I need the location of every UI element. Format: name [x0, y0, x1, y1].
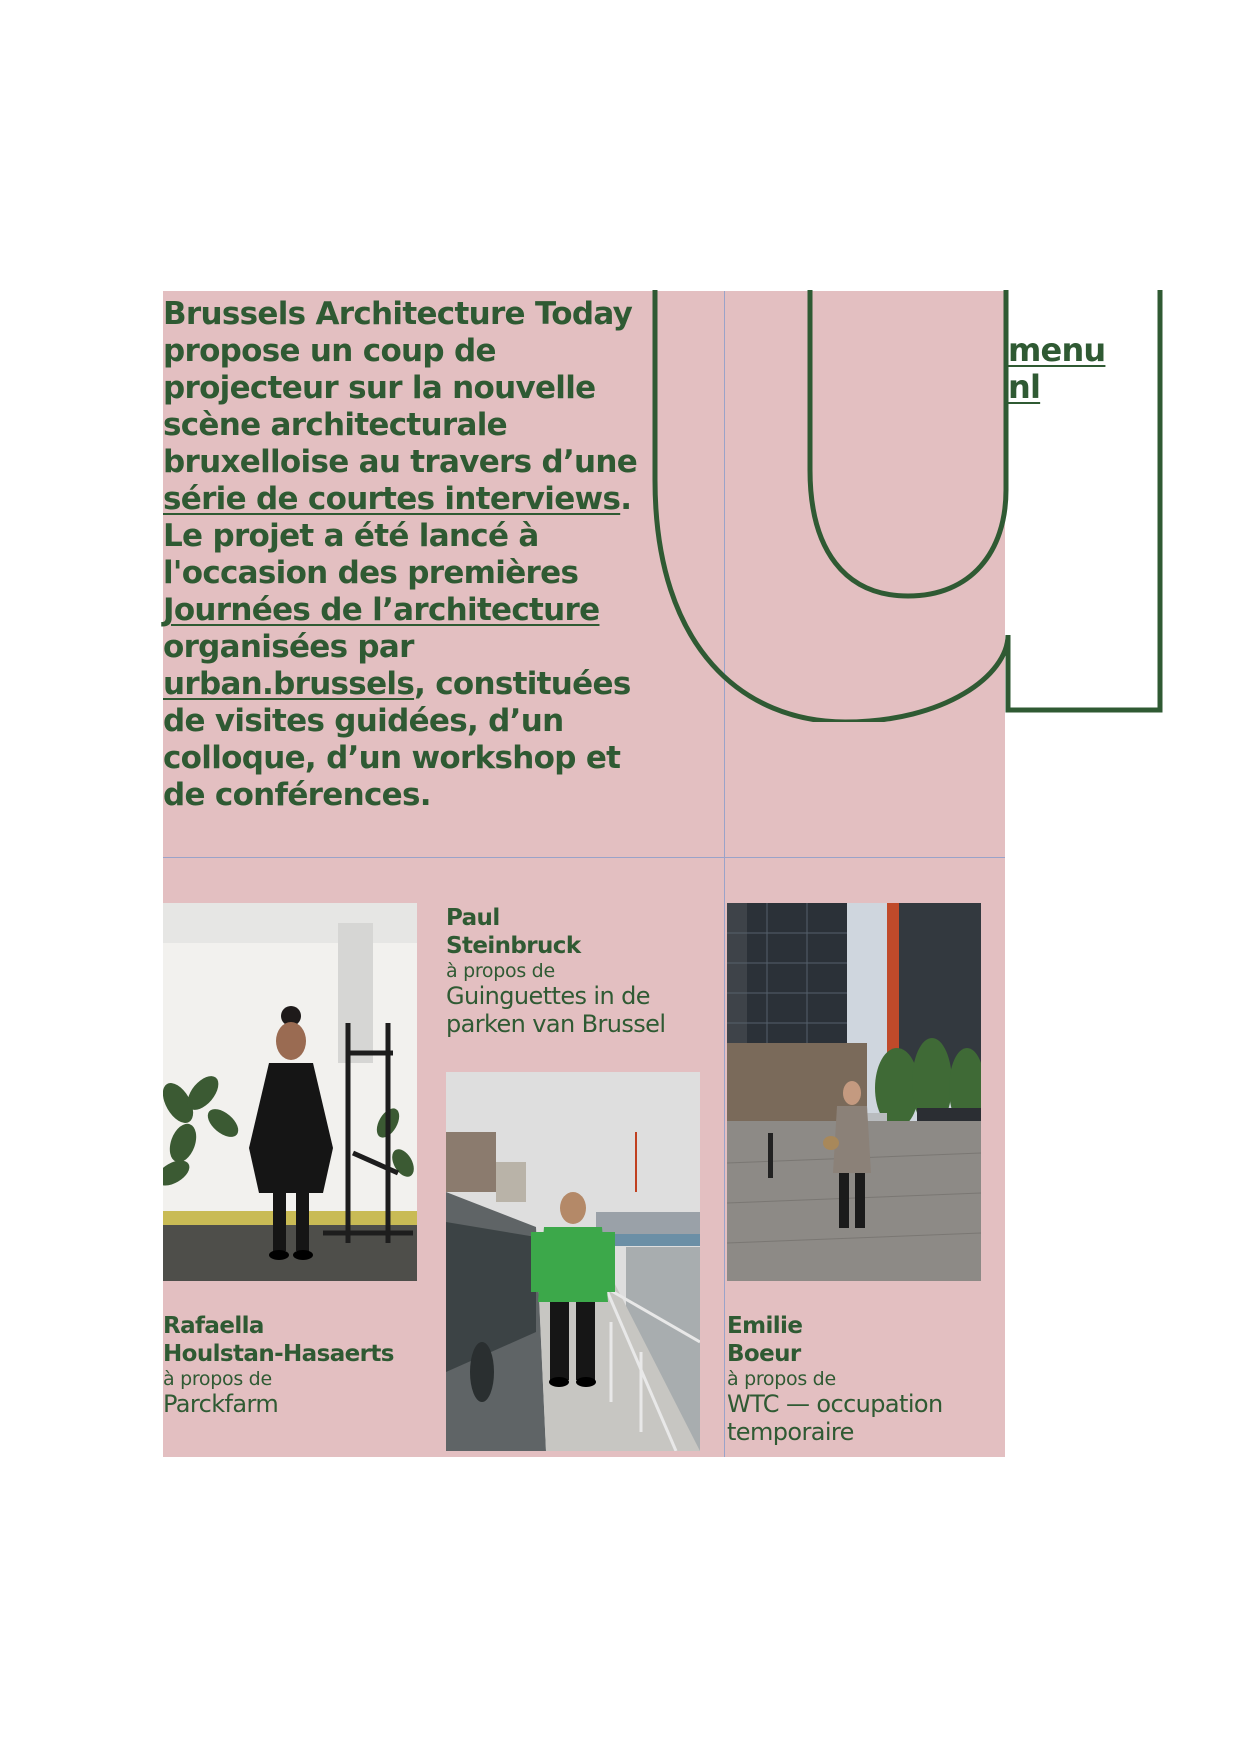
interviewee-first-name: Emilie — [727, 1313, 803, 1339]
project-link[interactable]: temporaire — [727, 1418, 854, 1446]
intro-text-part: , constituées de visites guidées, d’un colloque, d’un workshop et de conférences. — [163, 666, 631, 813]
interview-caption-emilie — [727, 1312, 987, 1446]
intro-text-part: Brussels Architecture Today propose un coup de projecteur sur la nouvelle scène architecturale bruxelloise au travers d’une — [163, 296, 638, 480]
interview-photo-paul[interactable] — [446, 1072, 700, 1451]
interview-caption-rafaella — [163, 1312, 423, 1418]
interviewee-last-name: Houlstan-Hasaerts — [163, 1341, 394, 1367]
intro-text-part: . Le projet a été lancé à l'occasion des premières — [163, 481, 632, 591]
intro-text — [163, 296, 663, 814]
project-link[interactable]: Parckfarm — [163, 1390, 279, 1418]
about-label: à propos de — [163, 1368, 272, 1390]
project-link[interactable]: WTC — occupation — [727, 1390, 943, 1418]
interview-photo-emilie[interactable] — [727, 903, 981, 1281]
project-link[interactable]: Guinguettes in de — [446, 982, 650, 1010]
interviewee-last-name: Boeur — [727, 1341, 801, 1367]
project-link[interactable]: parken van Brussel — [446, 1010, 666, 1038]
about-label: à propos de — [446, 960, 555, 982]
about-label: à propos de — [727, 1368, 836, 1390]
interview-photo-rafaella[interactable] — [163, 903, 417, 1281]
grid-line-horizontal — [163, 857, 1005, 858]
interviewee-last-name: Steinbruck — [446, 933, 581, 959]
interviewee-first-name: Paul — [446, 905, 500, 931]
intro-text-part: organisées par — [163, 629, 414, 665]
menu-link[interactable]: menu — [1008, 331, 1106, 369]
urban-brussels-link[interactable]: urban.brussels — [163, 666, 415, 702]
interview-caption-paul — [446, 904, 706, 1038]
architecture-days-link[interactable]: Journées de l’architecture — [163, 592, 600, 628]
interviews-link[interactable]: série de courtes interviews — [163, 481, 621, 517]
interviewee-first-name: Rafaella — [163, 1313, 264, 1339]
language-link-nl[interactable]: nl — [1008, 368, 1041, 406]
top-nav — [1008, 332, 1105, 406]
